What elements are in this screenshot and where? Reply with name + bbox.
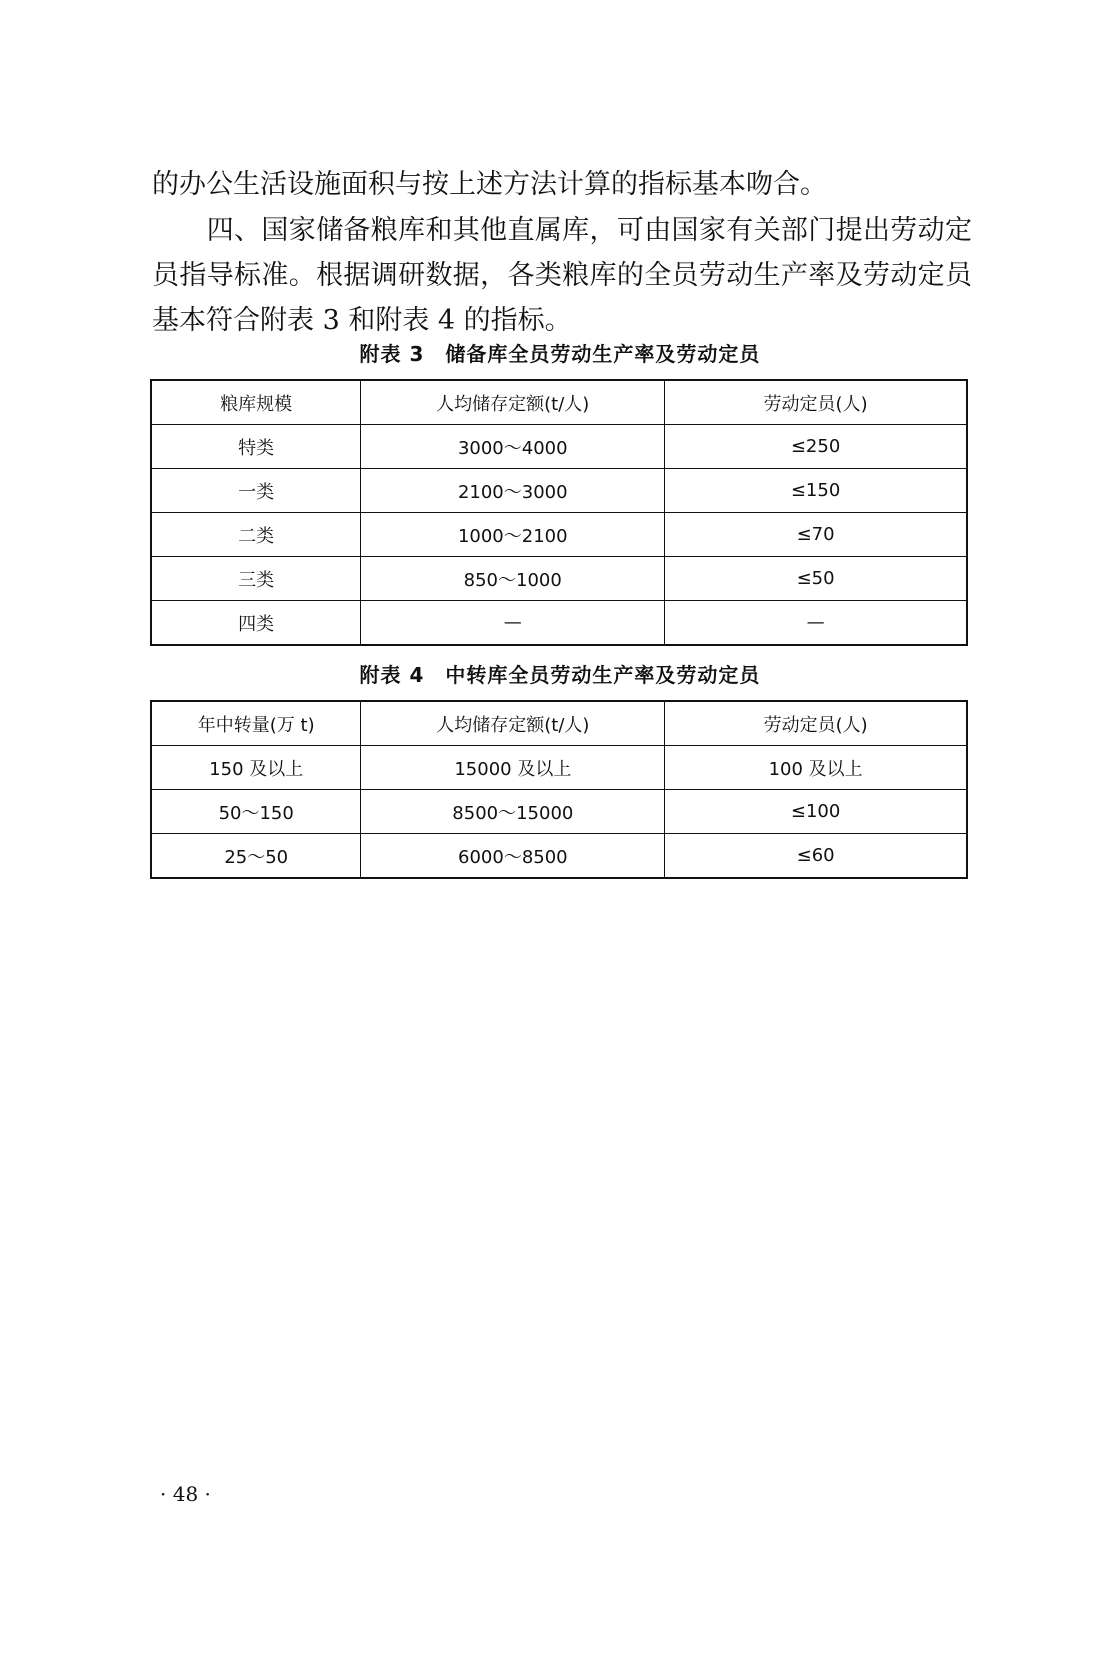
table4-caption: 附表 4 中转库全员劳动生产率及劳动定员 bbox=[359, 663, 761, 687]
table-row bbox=[151, 746, 967, 790]
table-header-row bbox=[151, 380, 967, 425]
table-cell: 四类 bbox=[151, 601, 361, 646]
table-cell: 特类 bbox=[151, 425, 361, 469]
table-row bbox=[151, 557, 967, 601]
table-row bbox=[151, 469, 967, 513]
table4 bbox=[150, 700, 968, 879]
table-cell: ≤150 bbox=[665, 469, 967, 513]
table-header-cell: 粮库规模 bbox=[151, 380, 361, 425]
table-cell: ≤70 bbox=[665, 513, 967, 557]
table-header-cell: 劳动定员(人) bbox=[665, 701, 967, 746]
table-cell: 二类 bbox=[151, 513, 361, 557]
table-cell: ≤60 bbox=[665, 834, 967, 879]
table3-caption: 附表 3 储备库全员劳动生产率及劳动定员 bbox=[359, 342, 761, 366]
paragraph-continuation: 的办公生活设施面积与按上述方法计算的指标基本吻合。 bbox=[152, 169, 827, 200]
table-row bbox=[151, 790, 967, 834]
paragraph-section-4: 四、国家储备粮库和其他直属库，可由国家有关部门提出劳动定员指导标准。根据调研数据，各类粮库的全员劳动生产率及劳动定员基本符合附表 3 和附表 4 的指标。 bbox=[152, 215, 972, 336]
table-header-row bbox=[151, 701, 967, 746]
table-cell: 50～150 bbox=[151, 790, 361, 834]
table-cell: 一类 bbox=[151, 469, 361, 513]
table3 bbox=[150, 379, 968, 646]
table-cell: 6000～8500 bbox=[361, 834, 665, 879]
table-row bbox=[151, 425, 967, 469]
table-header-cell: 年中转量(万 t) bbox=[151, 701, 361, 746]
table-row bbox=[151, 513, 967, 557]
table-header-cell: 人均储存定额(t/人) bbox=[361, 701, 665, 746]
table-cell: 850～1000 bbox=[361, 557, 665, 601]
table-cell: ≤100 bbox=[665, 790, 967, 834]
table-cell: 150 及以上 bbox=[151, 746, 361, 790]
table-cell: 三类 bbox=[151, 557, 361, 601]
table-row bbox=[151, 601, 967, 646]
table-cell: 100 及以上 bbox=[665, 746, 967, 790]
table-cell: 2100～3000 bbox=[361, 469, 665, 513]
table-cell: 1000～2100 bbox=[361, 513, 665, 557]
table-header-cell: 人均储存定额(t/人) bbox=[361, 380, 665, 425]
table-cell: 3000～4000 bbox=[361, 425, 665, 469]
table-cell: 25～50 bbox=[151, 834, 361, 879]
table-cell: ≤50 bbox=[665, 557, 967, 601]
table-cell: — bbox=[665, 601, 967, 646]
table-cell: 8500～15000 bbox=[361, 790, 665, 834]
table-cell: ≤250 bbox=[665, 425, 967, 469]
table-row bbox=[151, 834, 967, 879]
table-cell: — bbox=[361, 601, 665, 646]
page-number: · 48 · bbox=[160, 1482, 211, 1506]
table-cell: 15000 及以上 bbox=[361, 746, 665, 790]
table-header-cell: 劳动定员(人) bbox=[665, 380, 967, 425]
